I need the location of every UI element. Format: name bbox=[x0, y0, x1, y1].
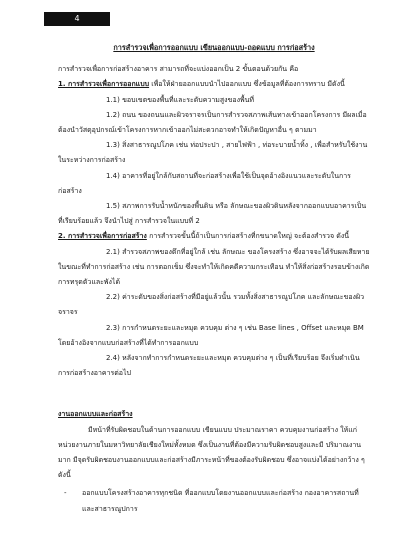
item1-sub-3: 1.3) สิ่งสาธารณูปโภค เช่น ท่อประปา , สายไฟฟ้า , ท่อระบายน้ำทิ้ง , เพื่อสำหรับใช้งานในระหว่างการก่อสร้าง bbox=[58, 141, 368, 165]
section2-paragraph: มีหน้าที่รับผิดชอบในด้านการออกแบบ เขียนแบบ ประมาณราคา ควบคุมงานก่อสร้าง ให้แก่หน่วยงานภายในมหาวิทยาลัยเชียงใหม่ทั้งหมด ซึ่งเป็นงานที่ต้องมีความรับผิดชอบสูงและมี ปริมาณงานมาก มีจุดรับผิดชอบงานออกแบบและก่อสร้างมีภาระหน้าที่ของต้องรับผิดชอบ ซึ่งอาจแบ่งได้อย่างกว้าง ๆ ดังนี้ bbox=[58, 425, 365, 480]
section2-heading: งานออกแบบและก่อสร้าง bbox=[58, 410, 133, 419]
intro-paragraph: การสำรวจเพื่อการก่อสร้างอาคาร สามารถที่จะแบ่งออกเป็น 2 ขั้นตอนด้วยกัน คือ bbox=[58, 65, 299, 74]
item2-sub-4: 2.4) หลังจากทำการกำหนดระยะและหมุด ควบคุมต่าง ๆ เป็นที่เรียบร้อย จึงเริ่มดำเนินการก่อสร้างอาคารต่อไป bbox=[58, 354, 360, 378]
page-number-bar bbox=[44, 12, 110, 26]
item2-sub-3: 2.3) การกำหนดระยะและหมุด ควบคุม ต่าง ๆ เช่น Base lines , Offset และหมุด BM โดยอ้างอิงจากแบบก่อสร้างที่ได้ทำการออกแบบ bbox=[58, 323, 364, 347]
list-item bbox=[58, 486, 370, 516]
item1-sub-4: 1.4) อาคารที่อยู่ใกล้กับสถานที่จะก่อสร้างเพื่อใช้เป็นจุดอ้างอิงแนวและระดับในการก่อสร้าง bbox=[58, 171, 351, 195]
page-number: 4 bbox=[74, 14, 80, 23]
item2-heading-rest: การสำรวจขั้นนี้ถ้าเป็นการก่อสร้างที่กขนาดใหญ่ จะต้องสำรวจ ดังนี้ bbox=[146, 232, 350, 241]
item1-heading-rest: เพื่อให้ฝ่ายออกแบบนำไปออกแบบ ซึ่งข้อมูลที่ต้องการทราบ มีดังนี้ bbox=[149, 80, 345, 89]
item1-sub-2: 1.2) ถนน ของถนนและผิวจราจรเป็นการสำรวจสภาพเส้นทางเข้าออกโครงการ มีผลเมื่อต้องนำวัสดุอุปกรณ์เข้าโครงการหากเข้าออกไม่สะดวกอาจทำให้เกิดปัญหาอื่น ๆ ตามมา bbox=[58, 110, 367, 135]
item1-heading: 1. การสำรวจเพื่อการออกแบบ bbox=[58, 80, 150, 89]
item2-heading: 2. การสำรวจเพื่อการก่อสร้าง bbox=[58, 232, 147, 241]
item1-paragraph bbox=[58, 77, 370, 92]
bullet-dash: - bbox=[64, 489, 67, 498]
page-title: การสำรวจเพื่อการออกแบบ เขียนออกแบบ-ถอดแบบ การก่อสร้าง bbox=[113, 43, 315, 52]
item2-paragraph bbox=[58, 229, 370, 244]
item2-sub-1: 2.1) สำรวจสภาพของตึกที่อยู่ใกล้ เช่น ลักษณะ ของโครงสร้าง ซึ่งอาจจะได้รับผลเสียหายในขณะที่ทำการก่อสร้าง เช่น การตอกเข็ม ซึ่งจะทำให้เกิดคดีความกระเทือน ทำให้สิ่งก่อสร้างรอบข้างเกิดการทรุดตัวและพังได้ bbox=[58, 247, 370, 287]
section-spacer bbox=[58, 381, 370, 407]
bullet-text: ออกแบบโครงสร้างอาคารทุกชนิด ที่ออกแบบโดยงานออกแบบและก่อสร้าง กองอาคารสถานที่ และสาธารณูปการ bbox=[82, 489, 359, 513]
item1-sub-5: 1.5) สภาพการรับน้ำหนักของพื้นดิน หรือ ลักษณะของผิวดินหลังจากออกแบบอาคารเป็นที่เรียบร้อยแล้ว จึงนำไปสู่ การสำรวจในแบบที่ 2 bbox=[58, 202, 367, 226]
item2-sub-2: 2.2) ค่าระดับของสิ่งก่อสร้างที่มีอยู่แล้วนั้น รวมทั้งสิ่งสาธารณูปโภค และลักษณะของผิวจราจร bbox=[58, 293, 365, 317]
document-body bbox=[58, 40, 370, 517]
item1-sub-1: 1.1) ขอบเขตของพื้นที่และระดับความสูงของพื้นที่ bbox=[106, 95, 255, 104]
